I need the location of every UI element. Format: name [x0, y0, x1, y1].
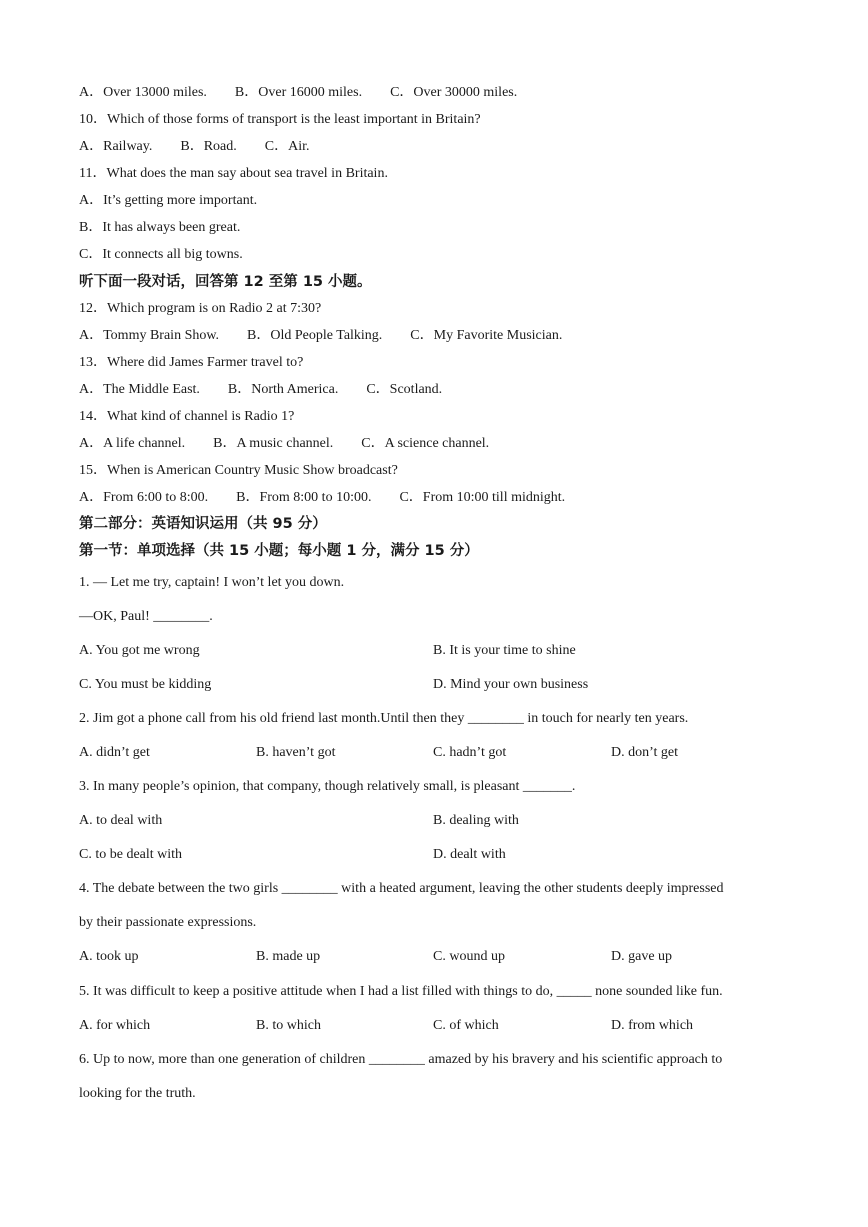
q5-option-b: B. to which [256, 1018, 321, 1033]
q3-stem: 3. In many people’s opinion, that company, though relatively small, is pleasant _______. [79, 779, 576, 794]
q13-stem: 13．Where did James Farmer travel to? [79, 355, 304, 370]
q6-stem-line2: looking for the truth. [79, 1086, 196, 1101]
q3-option-c: C. to be dealt with [79, 847, 183, 862]
q12-stem: 12．Which program is on Radio 2 at 7:30? [79, 301, 322, 316]
q1-option-a: A. You got me wrong [79, 643, 200, 658]
q4-option-a: A. took up [79, 949, 139, 964]
q11-option-c: C．It connects all big towns. [79, 247, 243, 262]
q1-option-d: D. Mind your own business [433, 677, 589, 692]
q1-option-b: B. It is your time to shine [433, 643, 576, 658]
q2-stem: 2. Jim got a phone call from his old friend last month.Until then they ________ in touch for nearly ten years. [79, 711, 689, 726]
q2-option-c: C. hadn’t got [433, 745, 507, 760]
q5-option-c: C. of which [433, 1018, 499, 1033]
q3-option-d: D. dealt with [433, 847, 506, 862]
q2-option-a: A. didn’t get [79, 745, 150, 760]
q3-option-b: B. dealing with [433, 813, 519, 828]
q4-option-c: C. wound up [433, 949, 505, 964]
section-12-15-heading: 听下面一段对话，回答第 12 至第 15 小题。 [79, 274, 372, 290]
section1-title: 第一节：单项选择（共 15 小题；每小题 1 分，满分 15 分） [79, 543, 479, 559]
q1-option-c: C. You must be kidding [79, 677, 212, 692]
q5-option-a: A. for which [79, 1018, 151, 1033]
q14-stem: 14．What kind of channel is Radio 1? [79, 409, 295, 424]
q10-stem: 10．Which of those forms of transport is the least important in Britain? [79, 112, 481, 127]
q11-option-b: B．It has always been great. [79, 220, 241, 235]
q1-line2: —OK, Paul! ________. [79, 609, 213, 624]
q10-options: A．Railway. B．Road. C．Air. [79, 139, 310, 154]
q11-option-a: A．It’s getting more important. [79, 193, 258, 208]
q4-stem-line2: by their passionate expressions. [79, 915, 257, 930]
q6-stem-line1: 6. Up to now, more than one generation of children ________ amazed by his bravery and his scientific approach to [79, 1052, 723, 1067]
q2-option-d: D. don’t get [611, 745, 679, 760]
q11-stem: 11．What does the man say about sea travel in Britain. [79, 166, 388, 181]
q4-stem-line1: 4. The debate between the two girls ________ with a heated argument, leaving the other students deeply impressed [79, 881, 724, 896]
q15-options: A．From 6:00 to 8:00. B．From 8:00 to 10:00. C．From 10:00 till midnight. [79, 490, 566, 505]
q2-option-b: B. haven’t got [256, 745, 336, 760]
q4-option-d: D. gave up [611, 949, 673, 964]
q9-options: A．Over 13000 miles. B．Over 16000 miles. C．Over 30000 miles. [79, 85, 518, 100]
q5-stem: 5. It was difficult to keep a positive attitude when I had a list filled with things to do, _____ none sounded like fun. [79, 984, 723, 999]
q15-stem: 15．When is American Country Music Show broadcast? [79, 463, 398, 478]
q13-options: A．The Middle East. B．North America. C．Scotland. [79, 382, 443, 397]
q5-option-d: D. from which [611, 1018, 694, 1033]
part2-title: 第二部分：英语知识运用（共 95 分） [79, 516, 327, 532]
q12-options: A．Tommy Brain Show. B．Old People Talking. C．My Favorite Musician. [79, 328, 563, 343]
q14-options: A．A life channel. B．A music channel. C．A science channel. [79, 436, 490, 451]
q1-line1: 1. — Let me try, captain! I won’t let you down. [79, 575, 345, 590]
q4-option-b: B. made up [256, 949, 321, 964]
q3-option-a: A. to deal with [79, 813, 163, 828]
